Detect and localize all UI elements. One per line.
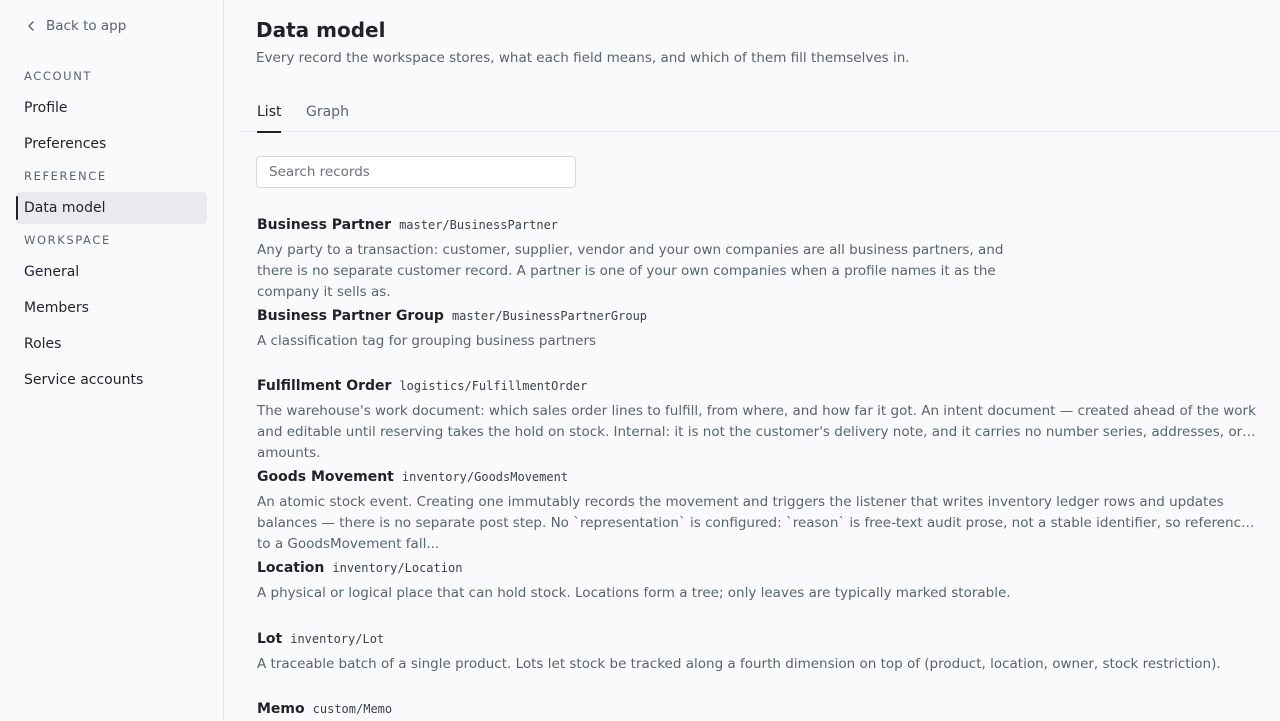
record-description: A classification tag for grouping business partners xyxy=(257,333,597,349)
search-input[interactable] xyxy=(256,156,576,188)
record-path: custom/Memo xyxy=(312,702,393,716)
record-item xyxy=(257,378,1257,461)
record-path: inventory/Lot xyxy=(290,632,385,646)
record-description: A traceable batch of a single product. Lots let stock be tracked along a fourth dimension on top of (product, location, owner, stock restriction). xyxy=(257,656,1221,672)
record-name[interactable]: Business Partner xyxy=(257,217,392,233)
record-item xyxy=(257,217,1257,303)
sidebar xyxy=(0,0,224,720)
record-item xyxy=(257,701,1257,721)
section-label-workspace: WORKSPACE xyxy=(24,233,111,247)
sidebar-item-members[interactable]: Members xyxy=(24,300,89,316)
record-item xyxy=(257,560,1257,604)
record-path: logistics/FulfillmentOrder xyxy=(399,379,588,393)
sidebar-item-general[interactable]: General xyxy=(24,264,80,280)
tab-list[interactable]: List xyxy=(257,96,281,132)
record-item xyxy=(257,308,1257,352)
record-name[interactable]: Goods Movement xyxy=(257,469,394,485)
record-path: inventory/Location xyxy=(332,561,463,575)
sidebar-item-service-accounts[interactable]: Service accounts xyxy=(24,372,144,388)
main-content xyxy=(224,0,1280,720)
tab-bar xyxy=(240,96,1280,132)
record-description: An atomic stock event. Creating one immutably records the movement and triggers the listener that writes inventory ledger rows and updates balances — there is no separate post step. No `representation` is configured: `reason` is free-text audit prose, not a stable identifier, so references to a GoodsMovement fall... xyxy=(257,494,1257,552)
back-to-app-label: Back to app xyxy=(46,18,127,34)
record-name[interactable]: Location xyxy=(257,560,325,576)
record-name[interactable]: Memo xyxy=(257,701,305,717)
record-description: A physical or logical place that can hold stock. Locations form a tree; only leaves are typically marked storable. xyxy=(257,585,1011,601)
back-to-app-link[interactable] xyxy=(24,16,126,36)
chevron-left-icon xyxy=(24,19,38,33)
record-description: The warehouse's work document: which sales order lines to fulfill, from where, and how far it got. An intent document — created ahead of the work and editable until reserving takes the hold on stock. Internal: it is not the customer's delivery note, and it carries no number series, addresses, or amounts. xyxy=(257,403,1256,461)
section-label-reference: REFERENCE xyxy=(24,169,107,183)
record-name[interactable]: Business Partner Group xyxy=(257,308,444,324)
tab-graph[interactable]: Graph xyxy=(306,104,349,120)
page-subtitle: Every record the workspace stores, what each field means, and which of them fill themselves in. xyxy=(256,50,910,66)
record-path: master/BusinessPartner xyxy=(399,218,559,232)
record-item xyxy=(257,469,1257,552)
section-label-account: ACCOUNT xyxy=(24,69,93,83)
record-name[interactable]: Lot xyxy=(257,631,283,647)
record-path: inventory/GoodsMovement xyxy=(401,470,569,484)
record-path: master/BusinessPartnerGroup xyxy=(451,309,648,323)
page-title: Data model xyxy=(256,18,386,42)
sidebar-item-data-model[interactable]: Data model xyxy=(16,192,207,224)
record-description: Any party to a transaction: customer, supplier, vendor and your own companies are all business partners, and there is no separate customer record. A partner is one of your own companies when a profile names it as the company it sells as. xyxy=(257,242,1004,300)
sidebar-item-profile[interactable]: Profile xyxy=(24,100,68,116)
sidebar-item-preferences[interactable]: Preferences xyxy=(24,136,107,152)
record-name[interactable]: Fulfillment Order xyxy=(257,378,392,394)
record-item xyxy=(257,631,1257,675)
sidebar-item-roles[interactable]: Roles xyxy=(24,336,62,352)
